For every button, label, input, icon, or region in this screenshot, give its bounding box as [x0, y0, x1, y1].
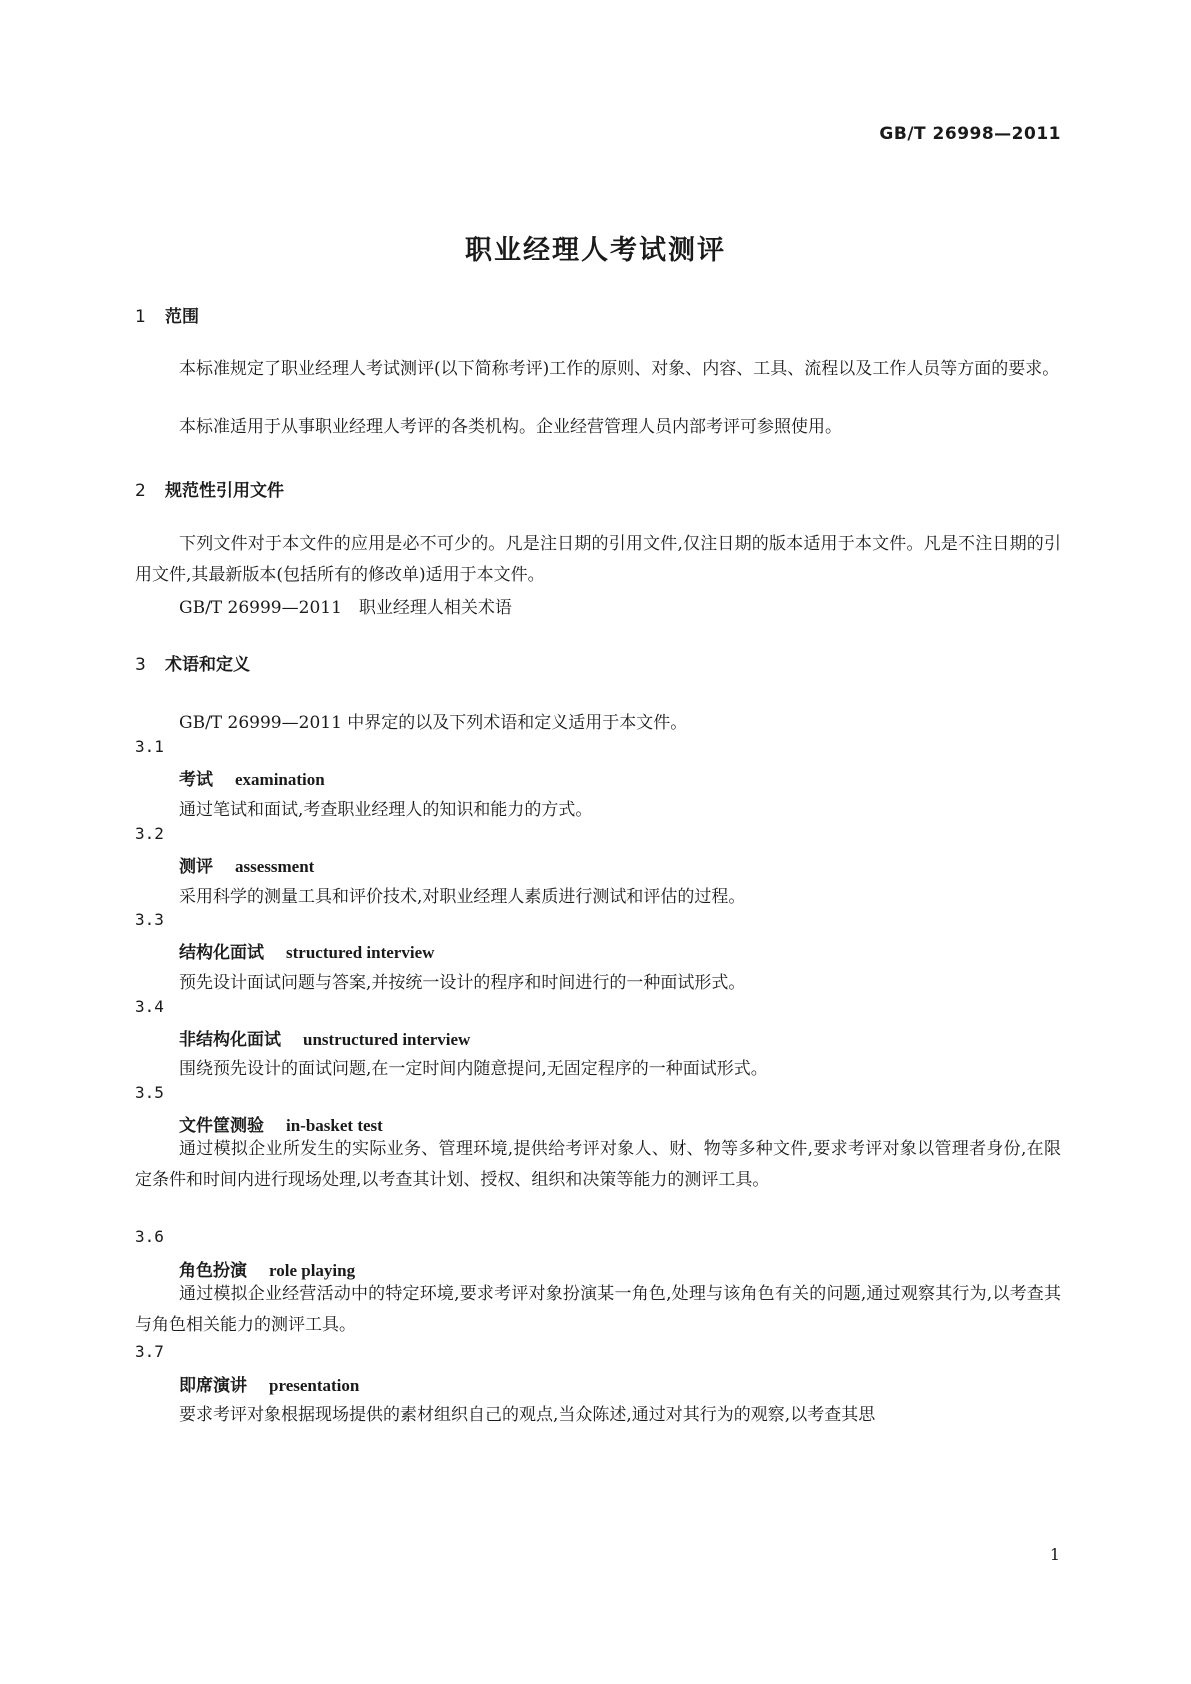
term-definition: 通过模拟企业经营活动中的特定环境,要求考评对象扮演某一角色,处理与该角色有关的问题,通过观察其行为,以考查其与角色相关能力的测评工具。: [135, 1284, 1061, 1335]
term-zh: 测评: [179, 857, 213, 877]
term-heading: [179, 1371, 359, 1396]
section-title: 范围: [165, 307, 199, 327]
term-zh: 角色扮演: [179, 1261, 247, 1281]
term-zh: 非结构化面试: [179, 1030, 281, 1050]
section-number: 2: [135, 481, 146, 501]
section-number: 1: [135, 307, 146, 327]
clause-number: 3.7: [135, 1342, 164, 1361]
term-zh: 考试: [179, 770, 213, 790]
normative-reference: GB/T 26999—2011 职业经理人相关术语: [179, 598, 512, 618]
standard-number: GB/T 26998—2011: [879, 124, 1061, 144]
term-heading: [179, 938, 434, 963]
term-heading: [179, 1256, 355, 1281]
clause-number: 3.6: [135, 1227, 164, 1246]
term-definition: 围绕预先设计的面试问题,在一定时间内随意提问,无固定程序的一种面试形式。: [179, 1059, 768, 1079]
term-en: structured interview: [286, 943, 435, 962]
section-1-heading: [135, 302, 199, 327]
section-number: 3: [135, 655, 146, 675]
term-definition: 预先设计面试问题与答案,并按统一设计的程序和时间进行的一种面试形式。: [179, 973, 746, 993]
section-title: 规范性引用文件: [165, 481, 284, 501]
term-heading: [179, 765, 325, 790]
term-definition: 通过模拟企业所发生的实际业务、管理环境,提供给考评对象人、财、物等多种文件,要求考评对象以管理者身份,在限定条件和时间内进行现场处理,以考查其计划、授权、组织和决策等能力的测评工具。: [135, 1139, 1061, 1190]
section-2-heading: [135, 476, 284, 501]
term-heading: [179, 1025, 470, 1050]
term-zh: 文件筐测验: [179, 1116, 264, 1136]
term-en: in-basket test: [286, 1116, 383, 1135]
term-en: presentation: [269, 1376, 360, 1395]
term-zh: 即席演讲: [179, 1376, 247, 1396]
term-heading: [179, 852, 314, 877]
section-1-paragraph-2: 本标准适用于从事职业经理人考评的各类机构。企业经营管理人员内部考评可参照使用。: [179, 417, 842, 437]
clause-number: 3.1: [135, 737, 164, 756]
term-definition: 要求考评对象根据现场提供的素材组织自己的观点,当众陈述,通过对其行为的观察,以考查其思: [179, 1405, 876, 1425]
clause-number: 3.5: [135, 1083, 164, 1102]
section-title: 术语和定义: [165, 655, 250, 675]
section-2-paragraph-1: 下列文件对于本文件的应用是必不可少的。凡是注日期的引用文件,仅注日期的版本适用于本文件。凡是不注日期的引用文件,其最新版本(包括所有的修改单)适用于本文件。: [135, 534, 1061, 585]
term-en: assessment: [235, 857, 315, 876]
term-en: examination: [235, 770, 325, 789]
page-number: 1: [1049, 1545, 1060, 1564]
section-1-paragraph-1: 本标准规定了职业经理人考试测评(以下简称考评)工作的原则、对象、内容、工具、流程以及工作人员等方面的要求。: [179, 359, 1060, 379]
document-title: 职业经理人考试测评: [465, 235, 726, 266]
term-definition: 采用科学的测量工具和评价技术,对职业经理人素质进行测试和评估的过程。: [179, 887, 746, 907]
section-3-heading: [135, 650, 250, 675]
clause-number: 3.3: [135, 910, 164, 929]
term-zh: 结构化面试: [179, 943, 264, 963]
clause-number: 3.2: [135, 824, 164, 843]
clause-number: 3.4: [135, 997, 164, 1016]
term-en: role playing: [269, 1261, 356, 1280]
term-definition: 通过笔试和面试,考查职业经理人的知识和能力的方式。: [179, 800, 593, 820]
section-3-intro: GB/T 26999—2011 中界定的以及下列术语和定义适用于本文件。: [179, 713, 688, 733]
term-heading: [179, 1111, 383, 1136]
term-en: unstructured interview: [303, 1030, 471, 1049]
